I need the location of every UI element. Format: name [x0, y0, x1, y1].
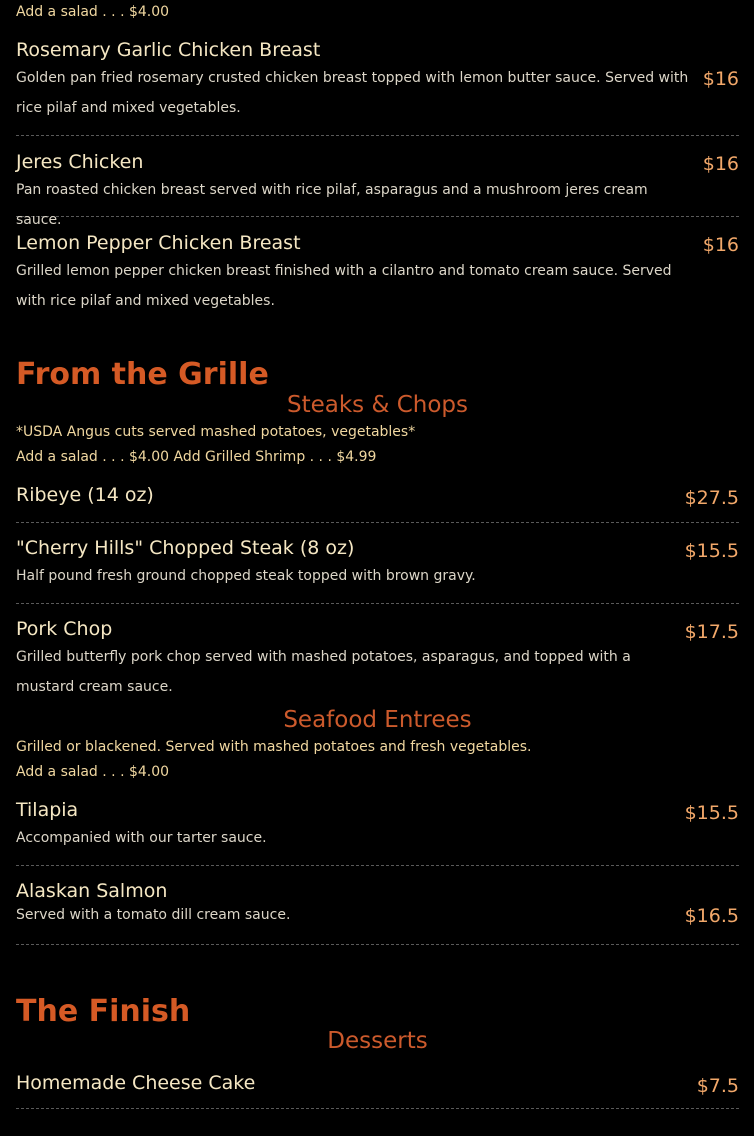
top-add-salad-note: Add a salad . . . $4.00: [16, 4, 170, 20]
subsection-title-desserts: Desserts: [327, 1028, 428, 1054]
item-description: Grilled butterfly pork chop served with mashed potatoes, asparagus, and topped with a mustard cream sauce.: [16, 649, 631, 695]
item-name: Rosemary Garlic Chicken Breast: [16, 39, 321, 61]
item-description: Accompanied with our tarter sauce.: [16, 830, 267, 846]
item-price: $16.5: [684, 905, 739, 927]
menu-item[interactable]: [16, 136, 739, 228]
menu-item[interactable]: [16, 523, 739, 604]
item-price: $16: [702, 68, 739, 90]
seafood-note: Grilled or blackened. Served with mashed potatoes and fresh vegetables.: [16, 739, 532, 755]
item-price: $17.5: [684, 621, 739, 643]
item-name: "Cherry Hills" Chopped Steak (8 oz): [16, 537, 355, 559]
item-price: $7.5: [696, 1075, 739, 1097]
item-name: Jeres Chicken: [16, 151, 144, 173]
steaks-note: *USDA Angus cuts served mashed potatoes, vegetables*: [16, 424, 416, 440]
menu-item[interactable]: [16, 1056, 739, 1109]
section-title-finish: The Finish: [16, 994, 191, 1029]
item-name: Alaskan Salmon: [16, 880, 168, 902]
subsection-title-steaks: Steaks & Chops: [286, 392, 468, 418]
item-description: Half pound fresh ground chopped steak topped with brown gravy.: [16, 568, 476, 584]
item-name: Ribeye (14 oz): [16, 484, 154, 506]
item-price: $27.5: [684, 487, 739, 509]
menu-item[interactable]: [16, 785, 739, 866]
section-title-grille: From the Grille: [16, 357, 269, 392]
item-name: Pork Chop: [16, 618, 113, 640]
item-name: Lemon Pepper Chicken Breast: [16, 232, 301, 254]
item-name: Homemade Cheese Cake: [16, 1072, 256, 1094]
item-name: Tilapia: [16, 799, 79, 821]
item-description: Grilled lemon pepper chicken breast finished with a cilantro and tomato cream sauce. Served with rice pilaf and mixed vegetables.: [16, 263, 672, 309]
item-price: $16: [702, 153, 739, 175]
item-description: Pan roasted chicken breast served with rice pilaf, asparagus and a mushroom jeres cream sauce.: [16, 182, 648, 228]
item-price: $16: [702, 234, 739, 256]
menu-item[interactable]: [16, 217, 739, 325]
item-description: Golden pan fried rosemary crusted chicken breast topped with lemon butter sauce. Served with rice pilaf and mixed vegetables.: [16, 70, 689, 116]
subsection-title-seafood: Seafood Entrees: [283, 707, 472, 733]
steaks-addon-note: Add a salad . . . $4.00 Add Grilled Shrimp . . . $4.99: [16, 449, 377, 465]
menu-content: [16, 0, 739, 1109]
menu-item[interactable]: [16, 866, 739, 945]
menu-item[interactable]: [16, 25, 739, 136]
menu-item[interactable]: [16, 604, 739, 706]
item-price: $15.5: [684, 540, 739, 562]
item-price: $15.5: [684, 802, 739, 824]
item-description: Served with a tomato dill cream sauce.: [16, 907, 291, 923]
seafood-addon-note: Add a salad . . . $4.00: [16, 764, 170, 780]
menu-item[interactable]: [16, 470, 739, 523]
